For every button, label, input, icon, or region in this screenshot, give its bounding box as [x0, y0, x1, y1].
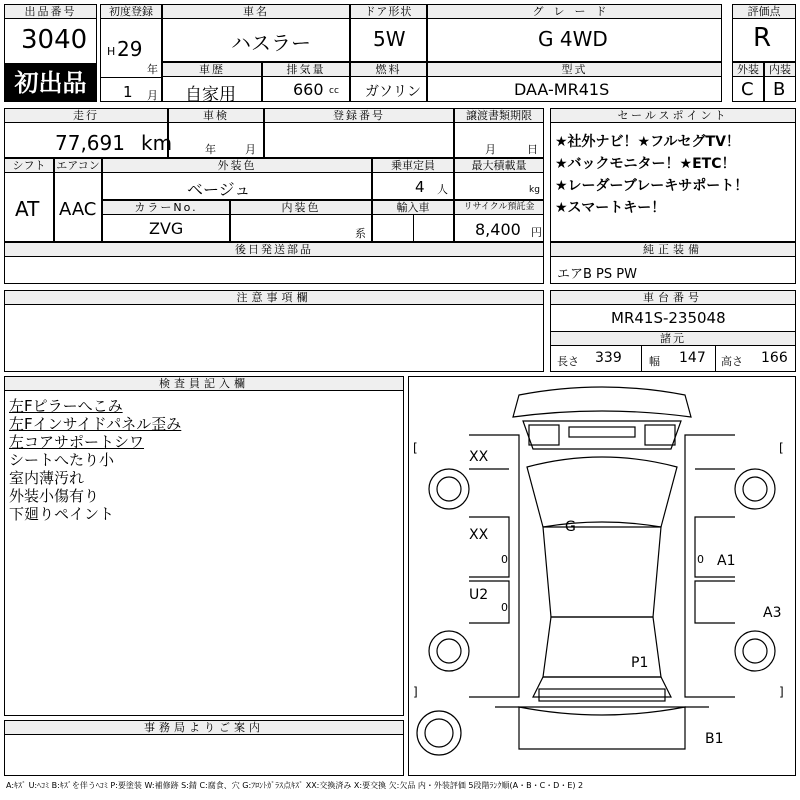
inspector-note: 室内薄汚れ [9, 469, 85, 487]
bracket-close-right: ] [779, 685, 784, 699]
color-number-cell [102, 200, 230, 242]
mark-xx-front-left: XX [469, 449, 489, 465]
inspector-notes-box [4, 376, 404, 716]
inspection-month-unit: 月 [245, 143, 256, 156]
mark-b1-rear: B1 [705, 731, 724, 747]
displacement-header: 排気量 [263, 63, 349, 77]
score-header: 評価点 [733, 5, 795, 19]
fuel: ガソリン [365, 84, 421, 100]
sales-points-box [550, 108, 796, 242]
year-unit: 年 [147, 63, 158, 76]
mileage-header: 走行 [5, 109, 167, 123]
door-cell [350, 4, 427, 62]
legend: A:ｷｽﾞ U:ﾍｺﾐ B:ｷｽﾞを伴うﾍｺﾐ P:要塗装 W:補修跡 S:錆 C:腐食、穴 G:ﾌﾛﾝﾄｶﾞﾗｽ点ｷｽﾞ XX:交換済み X:要交換 欠:欠品 内・外装評価 5段階ﾗﾝｸ順(A・B・C・D・E) 2 [6, 781, 584, 790]
model-code: DAA-MR41S [514, 80, 610, 99]
mark-g-windshield: G [565, 519, 576, 535]
inspector-notes-header: 検査員記入欄 [5, 377, 403, 391]
genuine-equipment-header: 純正装備 [551, 243, 795, 257]
registration-year: 29 [117, 37, 143, 61]
zero-mark: 0 [501, 553, 508, 566]
inspection-year-unit: 年 [205, 143, 216, 156]
displacement-unit: cc [329, 86, 339, 96]
model-code-header: 型式 [428, 63, 721, 77]
sales-point: ★スマートキー！ [555, 200, 666, 216]
grade: G 4WD [538, 27, 608, 51]
month-unit: 月 [147, 89, 158, 102]
max-load-header: 最大積載量 [455, 159, 543, 173]
recycle-fee: 8,400 [475, 220, 521, 239]
exterior-color: ベージュ [187, 180, 251, 199]
displacement: 660 [293, 80, 324, 99]
lot-number-header: 出品番号 [5, 5, 96, 19]
fuel-cell [350, 62, 427, 102]
bracket-close-left: ] [413, 685, 418, 699]
recycle-fee-unit: 円 [531, 226, 542, 239]
genuine-equipment: エアB PS PW [557, 267, 637, 282]
exterior-color-cell [102, 158, 372, 200]
bracket-open-left: [ [413, 441, 418, 455]
history: 自家用 [185, 85, 236, 105]
door-header: ドア形状 [351, 5, 426, 19]
later-parts-box [4, 242, 544, 284]
shift: AT [15, 197, 40, 221]
recycle-fee-cell [454, 200, 544, 242]
max-load-unit: kg [529, 185, 540, 195]
mark-u2-rear-door-left: U2 [469, 587, 489, 603]
inspector-note: 下廻りペイント [9, 505, 115, 523]
inspector-note: 外装小傷有り [9, 487, 100, 505]
sales-points-header: セールスポイント [551, 109, 795, 123]
first-registration-cell [100, 4, 162, 102]
first-listing-badge: 初出品 [4, 64, 97, 102]
displacement-cell [262, 62, 350, 102]
grade-header: グレード [428, 5, 721, 19]
capacity-header: 乗車定員 [373, 159, 453, 173]
transfer-deadline-cell [454, 108, 544, 158]
transfer-month-unit: 月 [485, 143, 496, 156]
history-header: 車歴 [163, 63, 261, 77]
office-notice-box [4, 720, 404, 776]
inspector-note: 左Fインサイドパネル歪み [9, 415, 182, 433]
mark-a3-right-rear: A3 [763, 605, 782, 621]
mark-p1-rear-glass: P1 [631, 655, 649, 671]
history-cell [162, 62, 262, 105]
aircon-header: エアコン [56, 159, 100, 172]
exterior-grade-cell [732, 62, 764, 102]
zero-mark: 0 [697, 553, 704, 566]
color-number: ZVG [149, 219, 184, 238]
exterior-grade: C [741, 79, 754, 100]
era-label: H [107, 45, 116, 58]
interior-color-cell [230, 200, 372, 242]
sales-point: ★レーダーブレーキサポート！ [555, 178, 749, 194]
car-name-header: 車名 [163, 5, 349, 19]
registration-month: 1 [123, 83, 133, 101]
zero-mark: 0 [501, 601, 508, 614]
mileage-unit: km [141, 131, 173, 155]
notes-box [4, 290, 544, 372]
mileage: 77,691 [55, 131, 125, 155]
fuel-header: 燃料 [351, 63, 426, 77]
color-number-header: カラーNo. [103, 201, 229, 215]
chassis-header: 車台番号 [551, 291, 795, 305]
later-parts-header: 後日発送部品 [5, 243, 543, 257]
shift-cell [4, 158, 54, 242]
transfer-day-unit: 日 [527, 143, 538, 156]
score: R [753, 23, 772, 53]
car-name: ハスラー [231, 31, 311, 55]
sales-point: ★バックモニター！★ETC！ [555, 156, 736, 172]
bracket-open-right: [ [779, 441, 784, 455]
chassis-number: MR41S-235048 [611, 309, 726, 327]
sales-point: ★社外ナビ！★フルセグTV！ [555, 134, 740, 150]
width-label: 幅 [649, 355, 660, 368]
genuine-equipment-box [550, 242, 796, 284]
interior-grade-cell [764, 62, 796, 102]
inspection-header: 車検 [169, 109, 263, 123]
capacity-unit: 人 [437, 183, 448, 196]
interior-color-unit: 系 [355, 227, 366, 240]
registration-number-header: 登録番号 [265, 109, 453, 123]
notes-header: 注意事項欄 [5, 291, 543, 305]
width-value: 147 [679, 350, 706, 366]
import-cell [372, 200, 454, 242]
height-label: 高さ [721, 355, 743, 368]
height-value: 166 [761, 350, 788, 366]
exterior-color-header: 外装色 [103, 159, 371, 173]
inspector-note: 左Fピラーへこみ [9, 397, 123, 415]
door-type: 5W [373, 27, 406, 51]
length-label: 長さ [557, 355, 579, 368]
import-header: 輸入車 [373, 201, 453, 215]
aircon-cell [54, 158, 102, 242]
model-code-cell [427, 62, 722, 102]
dimensions-header: 諸元 [551, 332, 795, 346]
interior-header: 内装 [765, 63, 795, 77]
transfer-deadline-header: 譲渡書類期限 [455, 109, 543, 123]
max-load-cell [454, 158, 544, 200]
aircon: AAC [59, 199, 97, 220]
mileage-cell [4, 108, 173, 158]
interior-grade: B [773, 79, 786, 100]
car-name-cell [162, 4, 350, 62]
capacity-cell [372, 158, 454, 200]
inspector-note: 左コアサポートシワ [9, 433, 145, 451]
office-notice-header: 事務局よりご案内 [5, 721, 403, 735]
capacity: 4 [415, 178, 425, 196]
chassis-box [550, 290, 796, 372]
car-diagram [409, 377, 795, 775]
interior-color-header: 内装色 [231, 201, 371, 215]
recycle-fee-header: リサイクル預託金 [455, 201, 543, 215]
grade-cell [427, 4, 722, 62]
car-diagram-box [408, 376, 796, 776]
lot-number: 3040 [21, 25, 88, 55]
length-value: 339 [595, 350, 622, 366]
first-registration-header: 初度登録 [101, 5, 161, 19]
inspection-cell [168, 108, 264, 158]
mark-a1-right-door: A1 [717, 553, 736, 569]
mark-xx-door-left: XX [469, 527, 489, 543]
lot-number-cell [4, 4, 97, 64]
shift-header: シフト [5, 159, 53, 173]
registration-number-cell [264, 108, 454, 158]
score-cell [732, 4, 796, 62]
exterior-header: 外装 [733, 63, 763, 77]
inspector-note: シートへたり小 [9, 451, 115, 469]
